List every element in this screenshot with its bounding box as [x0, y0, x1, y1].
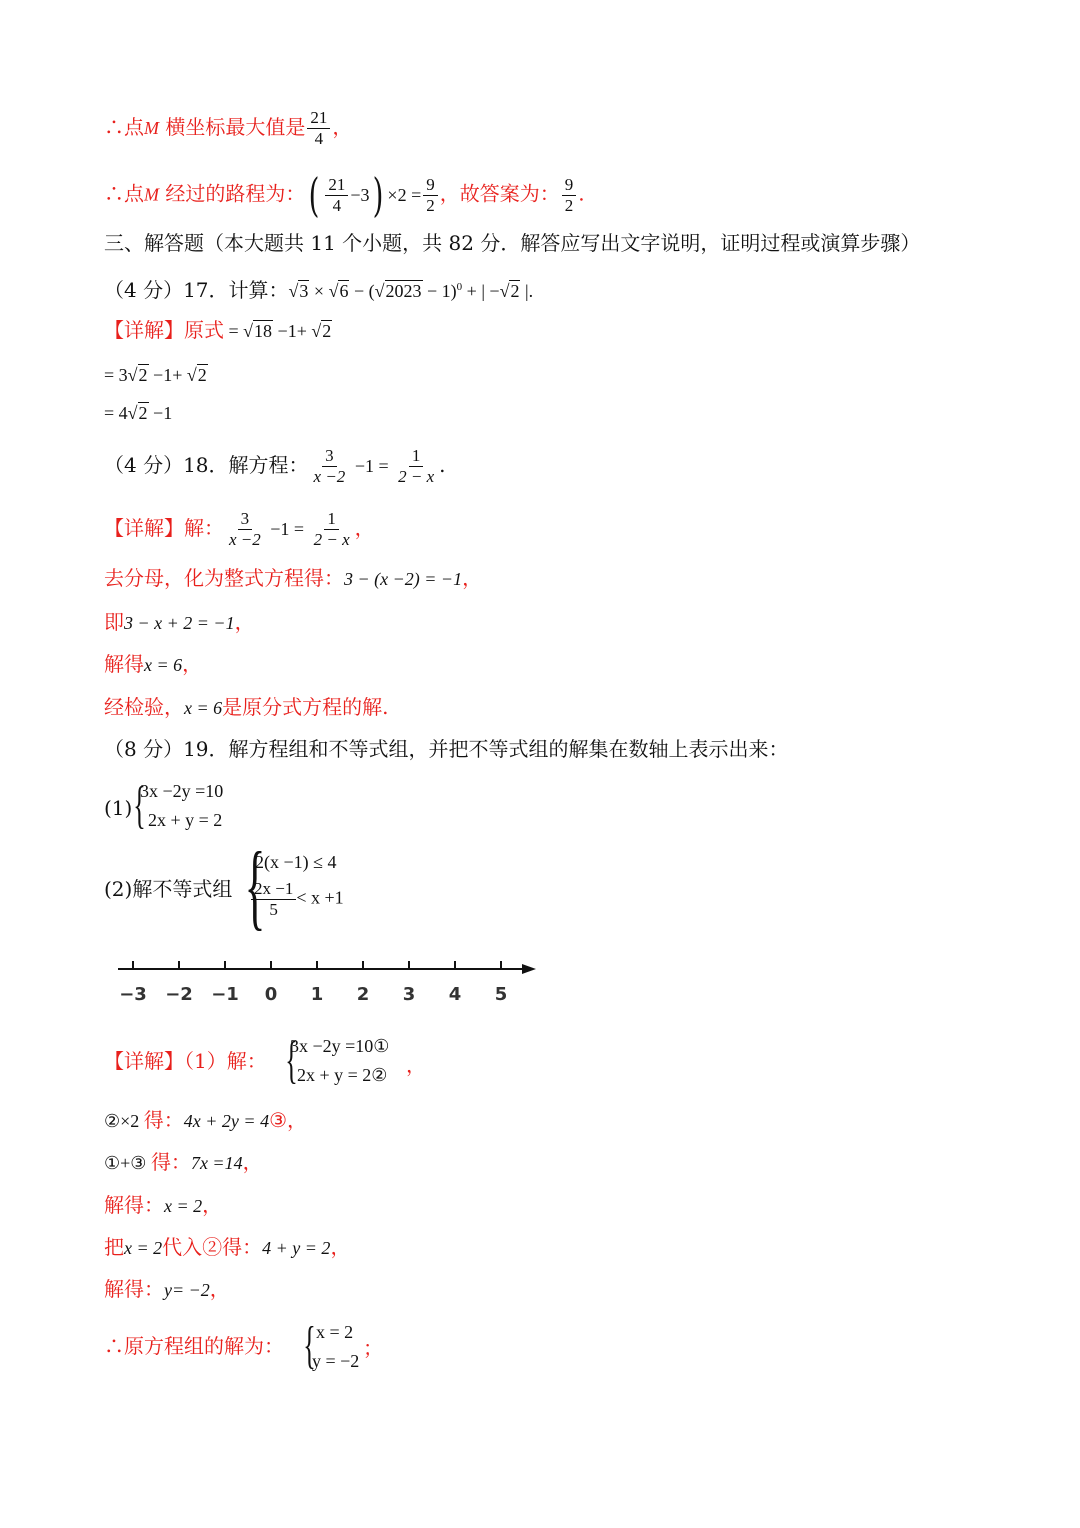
solution-tag: 【详解】原式: [104, 318, 224, 342]
step-math: x = 6: [184, 698, 223, 718]
solution-18-line2: [104, 564, 482, 593]
radicand: 2: [510, 281, 520, 301]
radicand: 3: [299, 281, 309, 301]
fraction-denominator: 2: [564, 195, 574, 215]
tick-label: −1: [211, 984, 239, 1005]
question-18: [104, 446, 446, 487]
solution-19-line1: [104, 1047, 267, 1075]
times-sign: ×: [309, 281, 329, 301]
q17-expression: [289, 281, 534, 301]
radicand: 18: [254, 321, 273, 341]
q19-part1-eq1: 3x −2y =10: [140, 781, 224, 801]
radicand: 2: [322, 321, 332, 341]
semicolon: ；: [363, 1336, 383, 1360]
solution-18-line3: [104, 608, 255, 637]
coefficient: = 4: [104, 403, 128, 423]
step-math: y= −2: [164, 1280, 210, 1300]
comma: ，: [287, 1108, 308, 1132]
solution-tag: 【详解】解：: [104, 516, 224, 540]
comma: ，: [242, 1150, 263, 1174]
tick-label: 0: [264, 984, 278, 1005]
comma: ，: [234, 610, 255, 634]
fraction-denominator: x −2: [229, 530, 261, 549]
step-math: 3 − (x −2) = −1: [344, 569, 463, 589]
sqrt-3: √3: [288, 281, 309, 301]
fraction-numerator: 21: [307, 108, 330, 129]
number-line-arrow: [522, 964, 536, 974]
step-op: ②×2: [104, 1111, 144, 1131]
question-19: （8 分）19．解方程组和不等式组，并把不等式组的解集在数轴上表示出来：: [104, 737, 789, 761]
comma: ，: [462, 566, 483, 590]
comma: ，: [354, 516, 375, 540]
solution-19-line5: [104, 1233, 350, 1262]
circled-three: ③: [269, 1108, 288, 1132]
minus-one-plus: −1+: [273, 321, 312, 341]
fraction-numerator: 2x −1: [251, 879, 296, 900]
fraction-denominator: 2 − x: [398, 467, 435, 486]
left-paren: (: [308, 168, 320, 222]
s19g-eq2: y = −2: [312, 1351, 360, 1371]
radicand: 6: [339, 281, 349, 301]
step-text: 得：: [150, 1150, 191, 1174]
point-m: M: [144, 118, 159, 138]
section-heading: 三、解答题（本大题共 11 个小题，共 82 分．解答应写出文字说明，证明过程或演算步骤）: [104, 231, 921, 255]
s19g-eq1: x = 2: [316, 1322, 354, 1342]
step-text: 得：: [143, 1108, 184, 1132]
comma: ，: [332, 115, 353, 139]
point-m: M: [144, 184, 159, 205]
times-two: ×2 =: [387, 184, 422, 205]
question-label: （4 分）17．计算：: [104, 278, 289, 302]
step-text: ∴原方程组的解为：: [104, 1334, 284, 1358]
step-text: 解得: [104, 652, 144, 676]
fraction-21-4: [307, 108, 330, 149]
fraction-numerator: 1: [409, 446, 424, 467]
solution-18-line1: [104, 509, 375, 550]
fraction-numerator: 21: [325, 175, 348, 196]
radicand: 2: [197, 365, 207, 385]
period: .: [578, 181, 585, 206]
system-brace: {: [285, 1032, 298, 1089]
system-brace: {: [133, 777, 146, 834]
step-text: 即: [104, 610, 124, 634]
tick-label: −2: [165, 984, 193, 1005]
tick-label: 3: [402, 984, 416, 1005]
step-text: 经检验，: [104, 695, 184, 719]
solution-17-line3: [104, 399, 172, 427]
abs-close: |.: [520, 281, 534, 301]
q19-part2-ineq2: [251, 879, 344, 920]
q19-part2-label: (2)解不等式组: [104, 877, 233, 901]
sqrt-2: √2: [186, 365, 207, 385]
step-text: 是原分式方程的解.: [222, 695, 389, 719]
q19-part1-eq2: 2x + y = 2: [148, 810, 223, 830]
inequality-brace: {: [244, 832, 266, 939]
step-text: 把: [104, 1235, 124, 1259]
fraction-denominator: x −2: [313, 467, 346, 486]
comma: ，: [330, 1235, 351, 1259]
path-length-line: [104, 168, 585, 222]
fraction-numerator: 9: [423, 175, 438, 196]
solution-brace: {: [303, 1317, 316, 1374]
solution-19-line3: [104, 1148, 263, 1177]
radicand: 2: [138, 365, 148, 385]
therefore-text: ∴点: [104, 181, 144, 206]
line2-text: 经过的路程为：: [165, 181, 306, 206]
plus-abs-open: + | −: [462, 281, 500, 301]
fraction-denominator: 4: [314, 129, 324, 148]
equals-sign: =: [224, 321, 244, 341]
solution-19-line2: [104, 1106, 307, 1135]
tick-label: 1: [310, 984, 324, 1005]
number-line-ticks: [119, 961, 507, 1005]
q19-part1-label: (1): [104, 796, 133, 820]
step-math: 4 + y = 2: [262, 1238, 331, 1258]
solution-17-line1: [104, 316, 332, 345]
fraction-numerator: 9: [562, 175, 577, 196]
step-text: 解得：: [104, 1277, 164, 1301]
step-math: 4x + 2y = 4: [183, 1111, 270, 1131]
comma: ，: [209, 1277, 230, 1301]
exponent-zero: 0: [456, 281, 463, 293]
fraction-numerator: 1: [324, 509, 339, 530]
solution-18-line4: [104, 650, 202, 679]
sqrt-2: √2: [311, 321, 332, 341]
sqrt-6: √6: [328, 281, 349, 301]
sqrt-2: √2: [127, 365, 148, 385]
fraction-2x-minus-1-over-5: [251, 879, 296, 920]
minus-one: −1: [148, 403, 173, 423]
sqrt-18: √18: [243, 321, 273, 341]
sqrt-2: √2: [499, 281, 520, 301]
minus-one-equals: −1 =: [350, 456, 394, 476]
q19-part2-ineq1: 2(x −1) ≤ 4: [255, 852, 337, 872]
fraction-denominator: 2: [426, 195, 435, 215]
radicand: 2023: [385, 281, 422, 301]
fraction-denominator: 4: [332, 195, 342, 215]
step-text: 解得：: [104, 1193, 164, 1217]
fraction-1-over-2-minus-x: [395, 446, 437, 487]
minus-one-close: − 1): [422, 281, 457, 301]
sqrt-2023: √2023: [374, 281, 422, 301]
fraction-9-2-answer: [562, 175, 577, 216]
minus-three: −3: [350, 184, 370, 205]
fraction-numerator: 3: [322, 446, 337, 467]
line1-text: 横坐标最大值是: [165, 115, 306, 139]
s19-eq1: 3x −2y =10①: [290, 1036, 390, 1056]
comma: ，: [182, 652, 203, 676]
step-math: x = 6: [144, 655, 183, 675]
tick-label: −3: [119, 984, 147, 1005]
inequality-rhs: < x +1: [296, 887, 344, 908]
path-expression: [305, 168, 439, 222]
step-text: 代入②得：: [162, 1235, 263, 1259]
tick-label: 5: [494, 984, 508, 1005]
question-label: （4 分）18．解方程：: [104, 453, 309, 477]
number-line: [110, 955, 550, 1015]
minus-open-paren: − (: [349, 281, 375, 301]
solution-19-line7: [104, 1332, 284, 1360]
fraction-denominator: 5: [269, 900, 278, 919]
fraction-3-over-x-minus-2: [226, 509, 264, 550]
tick-label: 2: [356, 984, 370, 1005]
solution-17-line2: [104, 361, 208, 389]
step-op: ①+③: [104, 1153, 151, 1173]
right-paren: ): [373, 168, 384, 222]
solution-19-line4: [104, 1191, 222, 1220]
period: .: [439, 453, 446, 477]
step-math: x = 2: [124, 1238, 163, 1258]
solution-tag: 【详解】（1）解：: [104, 1049, 267, 1073]
therefore-text: ∴点: [104, 115, 144, 139]
sqrt-2: √2: [127, 403, 148, 423]
step-math: 3 − x + 2 = −1: [124, 613, 235, 633]
fraction-numerator: 3: [238, 509, 253, 530]
step-math: x = 2: [164, 1196, 203, 1216]
minus-one-plus: −1+: [148, 365, 187, 385]
max-x-line: [104, 108, 352, 149]
s17-expression: [224, 321, 332, 341]
comma: ，: [202, 1193, 223, 1217]
fraction-9-2: [423, 175, 438, 216]
answer-label: ，故答案为：: [439, 181, 560, 206]
solution-18-line5: [104, 693, 389, 722]
tick-label: 4: [448, 984, 462, 1005]
question-17: [104, 273, 533, 305]
s19-eq2: 2x + y = 2②: [297, 1065, 388, 1085]
minus-one-equals: −1 =: [265, 519, 309, 539]
comma: ，: [406, 1053, 426, 1077]
step-math: 7x =14: [190, 1153, 243, 1173]
solution-19-line6: [104, 1275, 230, 1304]
fraction-denominator: 2 − x: [313, 530, 350, 549]
radicand: 2: [138, 403, 148, 423]
step-text: 去分母，化为整式方程得：: [104, 566, 344, 590]
fraction-21-4: [325, 175, 348, 216]
coefficient: = 3: [104, 365, 128, 385]
fraction-3-over-x-minus-2: [311, 446, 349, 487]
fraction-1-over-2-minus-x: [311, 509, 353, 550]
